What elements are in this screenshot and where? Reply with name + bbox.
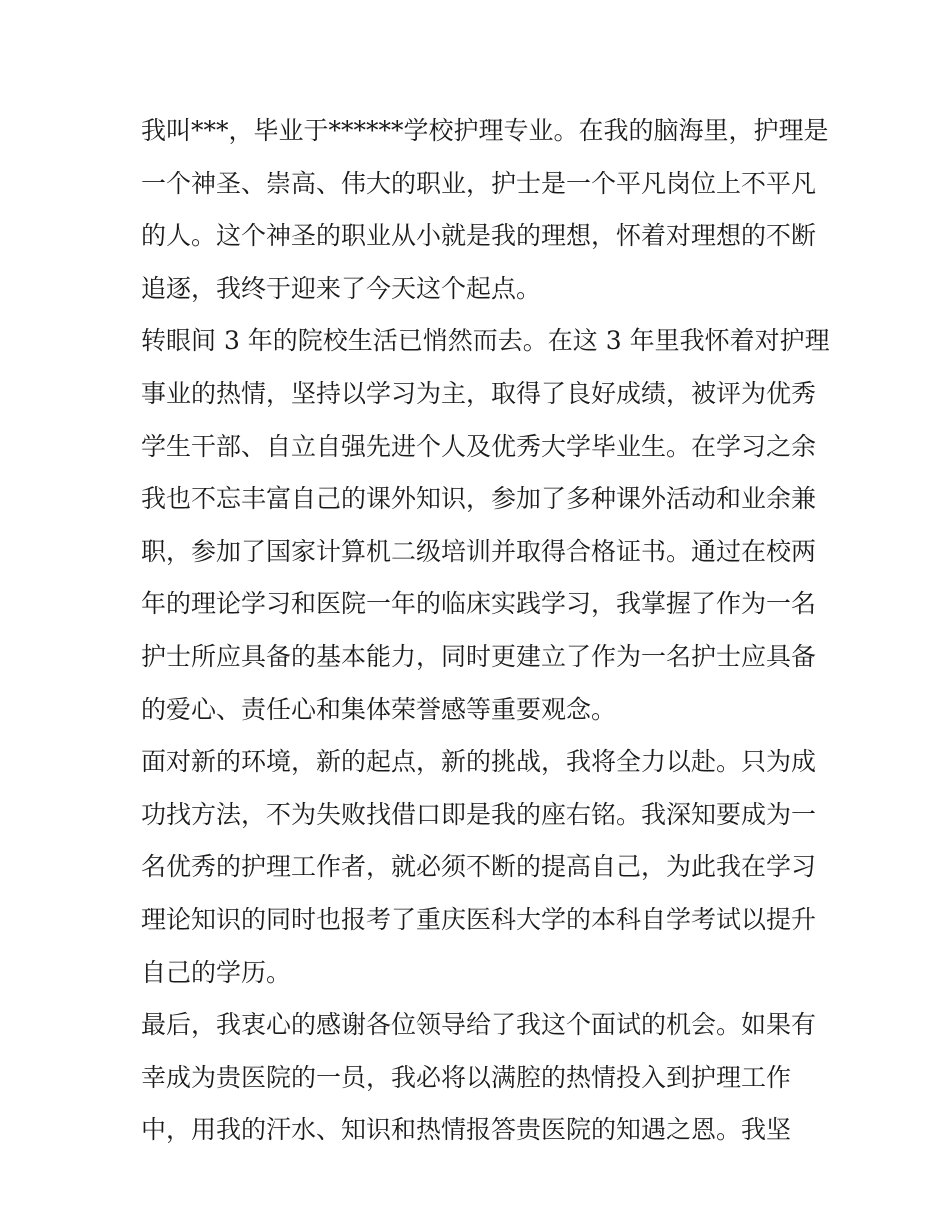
text-line: 中，用我的汗水、知识和热情报答贵医院的知遇之恩。我坚: [141, 1115, 792, 1145]
text-line: 转眼间 3 年的院校生活已悄然而去。在这 3 年里我怀着对护理: [141, 326, 830, 356]
text-line: 我也不忘丰富自己的课外知识，参加了多种课外活动和业余兼: [141, 484, 817, 514]
text-line: 幸成为贵医院的一员，我必将以满腔的热情投入到护理工作: [141, 1062, 792, 1092]
text-line: 追逐，我终于迎来了今天这个起点。: [141, 273, 542, 303]
text-line: 面对新的环境，新的起点，新的挑战，我将全力以赴。只为成: [141, 747, 817, 777]
text-line: 的爱心、责任心和集体荣誉感等重要观念。: [141, 694, 617, 724]
document-body: [141, 105, 830, 1157]
text-line: 职，参加了国家计算机二级培训并取得合格证书。通过在校两: [141, 536, 817, 566]
text-line: 自己的学历。: [141, 957, 292, 987]
text-line: 名优秀的护理工作者，就必须不断的提高自己，为此我在学习: [141, 852, 817, 882]
text-line: 年的理论学习和医院一年的临床实践学习，我掌握了作为一名: [141, 589, 817, 619]
text-line: 事业的热情，坚持以学习为主，取得了良好成绩，被评为优秀: [141, 378, 817, 408]
text-line: 学生干部、自立自强先进个人及优秀大学毕业生。在学习之余: [141, 431, 817, 461]
text-line: 的人。这个神圣的职业从小就是我的理想，怀着对理想的不断: [141, 221, 817, 251]
text-line: 功找方法，不为失败找借口即是我的座右铭。我深知要成为一: [141, 799, 817, 829]
text-line: 一个神圣、崇高、伟大的职业，护士是一个平凡岗位上不平凡: [141, 168, 817, 198]
text-line: 护士所应具备的基本能力，同时更建立了作为一名护士应具备: [141, 641, 817, 671]
text-line: 最后，我衷心的感谢各位领导给了我这个面试的机会。如果有: [141, 1010, 817, 1040]
text-line: 理论知识的同时也报考了重庆医科大学的本科自学考试以提升: [141, 904, 817, 934]
text-line: 我叫***，毕业于******学校护理专业。在我的脑海里，护理是: [141, 116, 829, 145]
